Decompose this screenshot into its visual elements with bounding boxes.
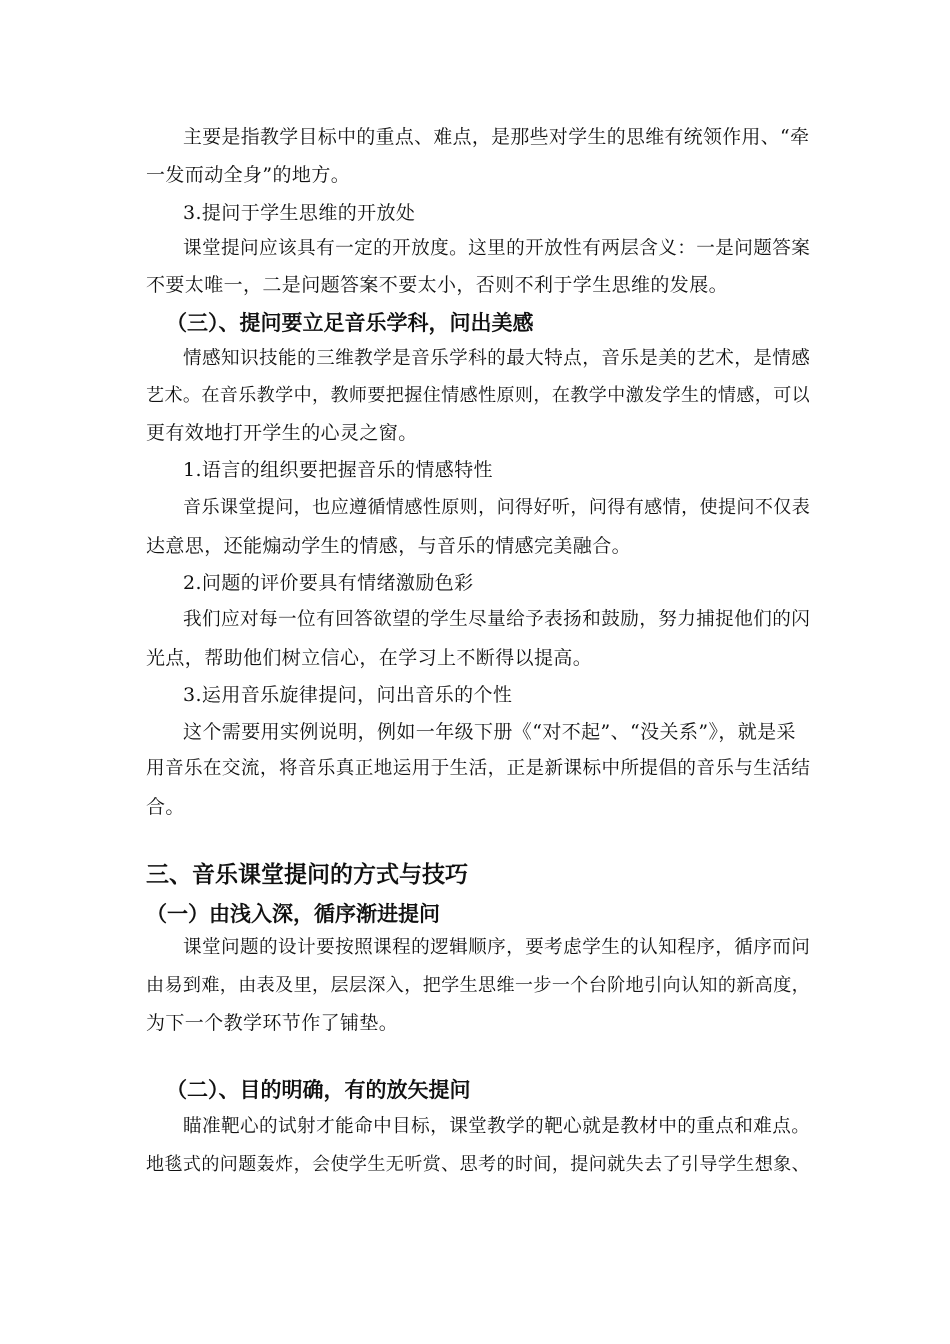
paragraph-line: 课堂问题的设计要按照课程的逻辑顺序，要考虑学生的认知程序，循序而问 [183, 937, 811, 958]
paragraph-line: 为下一个教学环节作了铺垫。 [146, 1012, 399, 1034]
subsection-heading: （三）、提问要立足音乐学科，问出美感 [166, 311, 534, 335]
paragraph-line: 艺术。在音乐教学中，教师要把握住情感性原则，在教学中激发学生的情感，可以 [146, 385, 811, 406]
list-item: 3.运用音乐旋律提问，问出音乐的个性 [183, 684, 513, 706]
list-item: 2.问题的评价要具有情绪激励色彩 [183, 572, 474, 594]
paragraph-line: 这个需要用实例说明，例如一年级下册《“对不起”、“没关系”》，就是采 [183, 721, 796, 743]
list-item: 3.提问于学生思维的开放处 [183, 202, 416, 224]
paragraph-line: 音乐课堂提问，也应遵循情感性原则，问得好听，问得有感情，使提问不仅表 [183, 497, 811, 518]
paragraph-line: 达意思，还能煽动学生的情感，与音乐的情感完美融合。 [146, 535, 632, 557]
paragraph-line: 情感知识技能的三维教学是音乐学科的最大特点，音乐是美的艺术，是情感 [183, 348, 811, 369]
paragraph-line: 不要太唯一，二是问题答案不要太小，否则不利于学生思维的发展。 [146, 274, 729, 296]
paragraph-line: 课堂提问应该具有一定的开放度。这里的开放性有两层含义：一是问题答案 [183, 238, 811, 259]
paragraph-line: 我们应对每一位有回答欲望的学生尽量给予表扬和鼓励，努力捕捉他们的闪 [183, 609, 811, 630]
paragraph-line: 一发而动全身”的地方。 [146, 164, 351, 186]
paragraph-line: 由易到难，由表及里，层层深入，把学生思维一步一个台阶地引向认知的新高度， [146, 975, 811, 996]
subsection-heading: （二）、目的明确，有的放矢提问 [166, 1078, 471, 1102]
list-item: 1.语言的组织要把握音乐的情感特性 [183, 459, 493, 481]
paragraph-line: 地毯式的问题轰炸，会使学生无听赏、思考的时间，提问就失去了引导学生想象、 [146, 1154, 811, 1175]
paragraph-line: 更有效地打开学生的心灵之窗。 [146, 422, 418, 444]
paragraph-line: 瞄准靶心的试射才能命中目标，课堂教学的靶心就是教材中的重点和难点。 [183, 1116, 811, 1137]
section-heading: 三、音乐课堂提问的方式与技巧 [146, 862, 468, 888]
paragraph-line: 合。 [146, 796, 185, 818]
paragraph-line: 光点，帮助他们树立信心，在学习上不断得以提高。 [146, 647, 593, 669]
subsection-heading: （一）由浅入深，循序渐进提问 [146, 902, 440, 926]
paragraph-line: 用音乐在交流，将音乐真正地运用于生活，正是新课标中所提倡的音乐与生活结 [146, 758, 811, 779]
paragraph-line: 主要是指教学目标中的重点、难点，是那些对学生的思维有统领作用、“牵 [183, 126, 810, 148]
